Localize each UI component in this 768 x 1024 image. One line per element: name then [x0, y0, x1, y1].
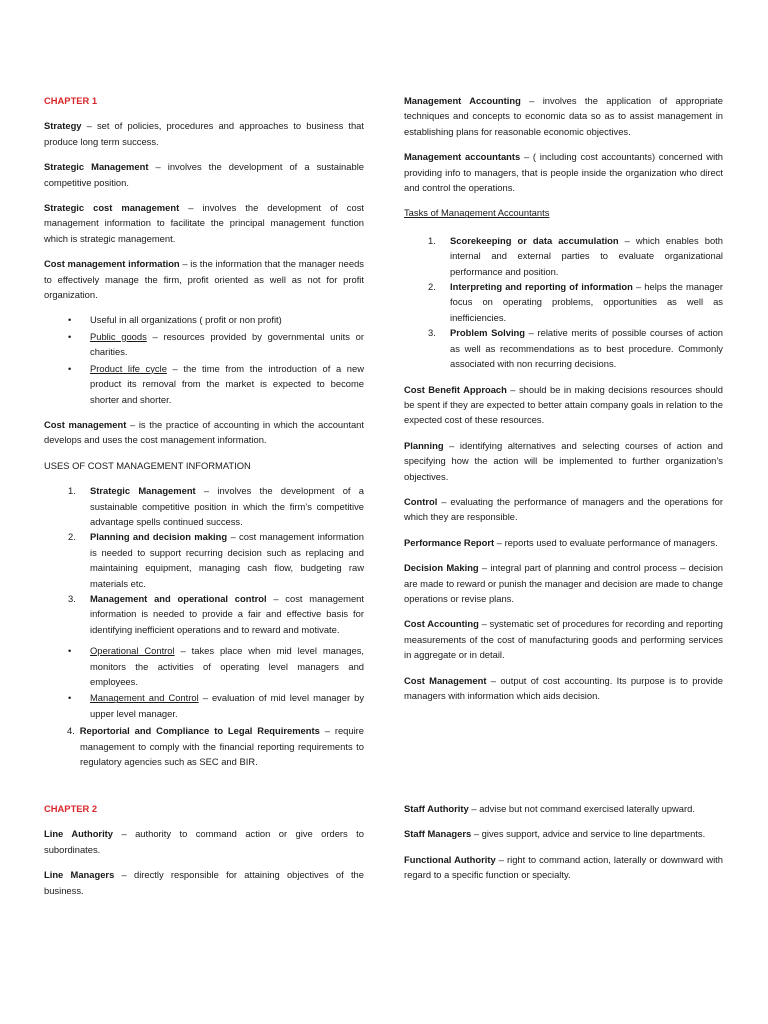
control-bullet-list — [44, 643, 364, 721]
list-item: 3. Problem Solving – relative merits of possible courses of action as well as recommendations as to best procedure. Commonly associated with non recurring decisions. — [428, 327, 723, 370]
list-item: • Product life cycle – the time from the introduction of a new product its removal from the market is expected to become shorter and shorter. — [44, 361, 364, 407]
strategic-cost-management-definition: Strategic cost management – involves the development of cost management information to facilitate the principal management function which is strategic management. — [44, 202, 364, 244]
list-item: • Useful in all organizations ( profit or non profit) — [44, 312, 364, 327]
list-item: 2. Interpreting and reporting of information – helps the manager focus on operating problems, opportunities as well as inefficiencies. — [428, 281, 723, 323]
cost-benefit-definition: Cost Benefit Approach – should be in making decisions resources should be spent if they are expected to better attain company goals in relation to the expected cost of these resources. — [404, 383, 723, 426]
right-column — [404, 93, 723, 713]
chapter-2-section — [44, 801, 364, 908]
tasks-heading: Tasks of Management Accountants — [404, 207, 550, 219]
control-definition: Control – evaluating the performance of managers and the operations for which they are responsible. — [404, 495, 723, 523]
left-column — [44, 93, 364, 783]
strategic-management-definition: Strategic Management – involves the development of a sustainable competitive position. — [44, 161, 364, 188]
list-item: 1. Strategic Management – involves the development of a sustainable competitive position in which the firm’s competitive advantage spells continued success. — [68, 485, 364, 527]
list-item: 2. Planning and decision making – cost management information is needed to support recurring decision such as replacing and maintaining equipment, managing cash flow, budgeting raw materials etc. — [68, 531, 364, 589]
planning-definition: Planning – identifying alternatives and selecting courses of action and specifying how the action will be implemented to further organization’s objectives. — [404, 439, 723, 482]
authority-section — [404, 801, 723, 893]
functional-authority-definition: Functional Authority – right to command action, laterally or downward with regard to a specific function or specialty. — [404, 853, 724, 881]
performance-report-definition: Performance Report – reports used to evaluate performance of managers. — [404, 536, 718, 548]
cmi-bullet-list — [44, 312, 364, 406]
cost-management-definition: Cost management – is the practice of accounting in which the accountant develops and uses the cost management information. — [44, 418, 364, 446]
tasks-list — [404, 233, 723, 372]
cost-management-output-definition: Cost Management – output of cost accounting. Its purpose is to provide managers with information which aids decision. — [404, 674, 724, 701]
list-item: • Operational Control – takes place when mid level manages, monitors the activities of operating level managers and employees. — [44, 643, 364, 689]
management-accountants-definition: Management accountants – ( including cost accountants) concerned with providing info to managers, that is people inside the organization who direct and control the operations. — [404, 151, 723, 194]
chapter-2-heading: CHAPTER 2 — [44, 803, 98, 814]
line-managers-definition: Line Managers – directly responsible for attaining objectives of the business. — [44, 869, 364, 896]
uses-list — [44, 483, 364, 637]
management-accounting-definition: Management Accounting – involves the application of appropriate techniques and concepts to economic data so as to assist management in establishing plans for reasonable economic objectives. — [404, 95, 723, 137]
cost-management-information-definition: Cost management information – is the information that the manager needs to effectively manage the firm, profit oriented as well as not for profit organization. — [44, 258, 364, 301]
staff-authority-definition: Staff Authority – advise but not command exercised laterally upward. — [404, 803, 695, 814]
uses-heading: USES OF COST MANAGEMENT INFORMATION — [44, 459, 251, 471]
list-item: 1. Scorekeeping or data accumulation – which enables both internal and external parties to evaluate organizational performance and position. — [428, 234, 723, 277]
list-item: • Public goods – resources provided by governmental units or charities. — [44, 329, 364, 360]
chapter-1-heading: CHAPTER 1 — [44, 95, 98, 106]
reportorial-item: 4. Reportorial and Compliance to Legal Requirements – require management to comply with the financial reporting requirements to regulatory agencies such as SEC and BIR. — [67, 725, 365, 768]
line-authority-definition: Line Authority – authority to command action or give orders to subordinates. — [44, 828, 364, 855]
list-item: 3. Management and operational control – cost management information is needed to provide a fair and effective basis for identifying inefficient operations and to reward and motivate. — [68, 592, 364, 635]
decision-making-definition: Decision Making – integral part of planning and control process – decision are made to reward or punish the manager and decision are made to change operations or revise plans. — [404, 562, 723, 604]
staff-managers-definition: Staff Managers – gives support, advice and service to line departments. — [404, 828, 706, 840]
cost-accounting-definition: Cost Accounting – systematic set of procedures for recording and reporting measurements of the cost of manufacturing goods and performing services in aggregate or in detail. — [404, 618, 723, 661]
list-item: • Management and Control – evaluation of mid level manager by upper level manager. — [44, 690, 364, 721]
strategy-definition: Strategy – set of policies, procedures and approaches to business that produce long term success. — [44, 120, 364, 147]
